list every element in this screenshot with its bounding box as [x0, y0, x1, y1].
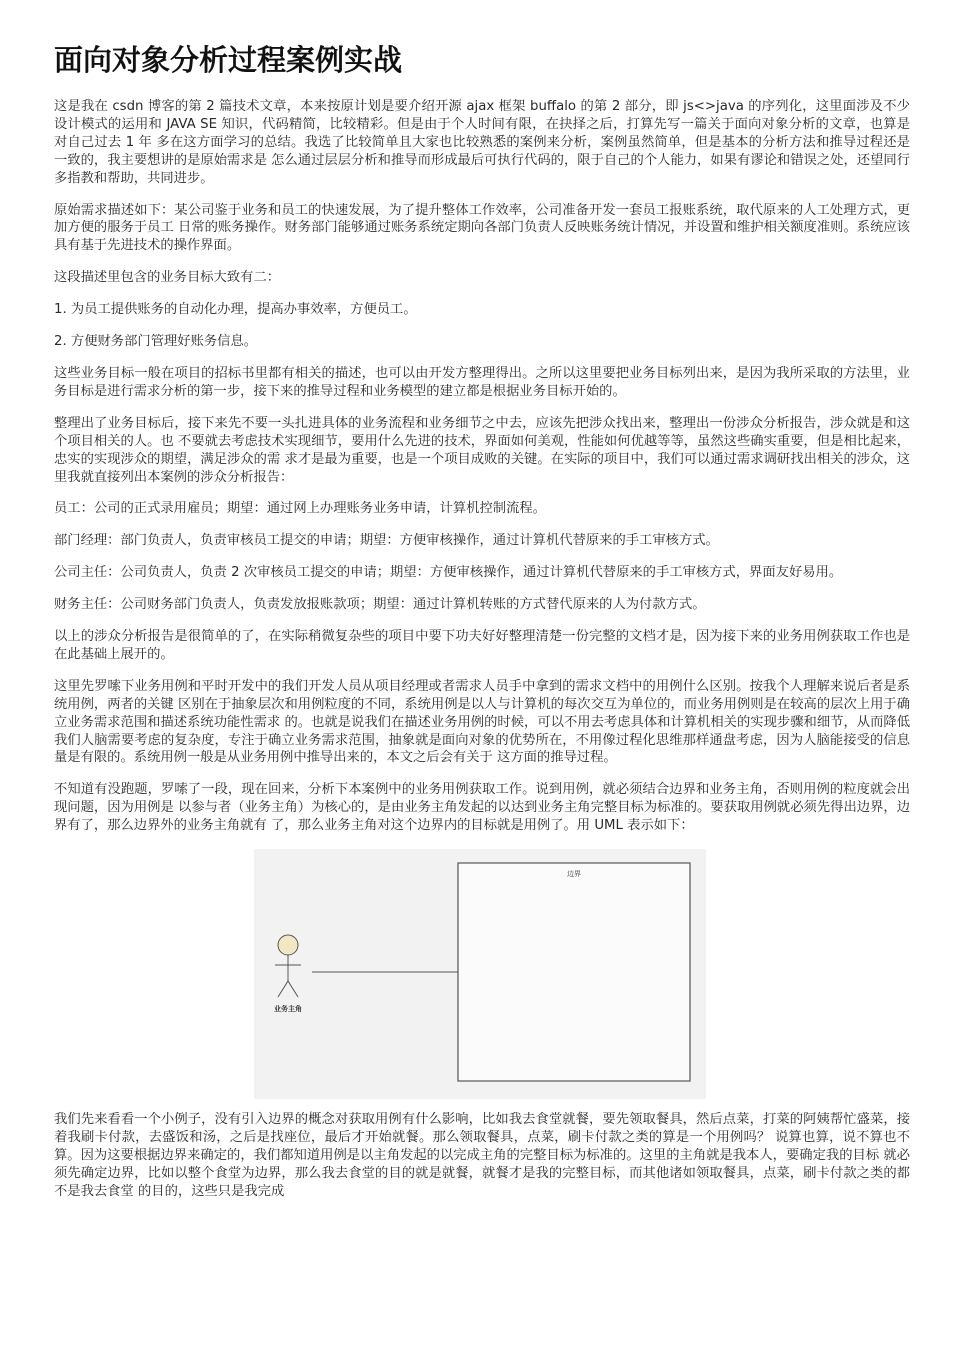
uml-boundary-figure	[254, 849, 706, 1099]
actor-label: 业务主角	[274, 1005, 302, 1014]
paragraph-requirement: 原始需求描述如下：某公司鉴于业务和员工的快速发展，为了提升整体工作效率，公司准备开发一套员工报账系统，取代原来的人工处理方式，更加方便的服务于员工 日常的账务操作。财务部门能够通过账务系统定期向各部门负责人反映账务统计情况，并设置和维护相关额度准则。系统应该具有基于先进技术的操作界面。	[54, 202, 910, 254]
paragraph-goal-1: 1. 为员工提供账务的自动化办理，提高办事效率，方便员工。	[54, 302, 417, 318]
uml-diagram	[254, 849, 706, 1099]
paragraph-boundary: 不知道有没跑题，罗嗦了一段，现在回来，分析下本案例中的业务用例获取工作。说到用例，就必须结合边界和业务主角，否则用例的粒度就会出现问题，因为用例是 以参与者（业务主角）为核心的，是由业务主角发起的以达到业务主角完整目标为标准的。要获取用例就必须先得出边界，边界有了，那么边界外的业务主角就有 了，那么业务主角对这个边界内的目标就是用例了。用 UML 表示如下：	[54, 782, 910, 834]
document-body	[54, 98, 910, 1201]
page-title: 面向对象分析过程案例实战	[54, 43, 403, 77]
paragraph-goals-explain: 这些业务目标一般在项目的招标书里都有相关的描述，也可以由开发方整理得出。之所以这里要把业务目标列出来，是因为我所采取的方法里，业务目标是进行需求分析的第一步，接下来的推导过程和业务模型的建立都是根据业务目标开始的。	[54, 365, 910, 399]
actor-head-icon	[278, 935, 298, 955]
paragraph-dept-manager: 部门经理：部门负责人，负责审核员工提交的申请；期望：方便审核操作，通过计算机代替原来的手工审核方式。	[54, 533, 719, 549]
paragraph-employee: 员工：公司的正式录用雇员；期望：通过网上办理账务业务申请，计算机控制流程。	[54, 501, 546, 517]
paragraph-finance-head: 财务主任：公司财务部门负责人，负责发放报账款项；期望：通过计算机转账的方式替代原来的人为付款方式。	[54, 597, 706, 613]
paragraph-goal-2: 2. 方便财务部门管理好账务信息。	[54, 334, 258, 350]
paragraph-goals-intro: 这段描述里包含的业务目标大致有二：	[54, 270, 281, 286]
paragraph-canteen-example: 我们先来看看一个小例子，没有引入边界的概念对获取用例有什么影响，比如我去食堂就餐，要先领取餐具，然后点菜，打菜的阿姨帮忙盛菜，接着我刷卡付款，去盛饭和汤，之后是找座位，最后才开始就餐。那么领取餐具，点菜，刷卡付款之类的算是一个用例吗？ 说算也算，说不算也不算。因为这要根据边界来确定的，我们都知道用例是以主角发起的以完成主角的完整目标为标准的。这里的主角就是我本人，要确定我的目标 就必须先确定边界，比如以整个食堂为边界，那么我去食堂的目的就是就餐，就餐才是我的完整目标，而其他诸如领取餐具，点菜，刷卡付款之类的都不是我去食堂 的目的，这些只是我完成	[54, 1112, 910, 1199]
paragraph-company-head: 公司主任：公司负责人，负责 2 次审核员工提交的申请；期望：方便审核操作，通过计算机代替原来的手工审核方式，界面友好易用。	[54, 565, 843, 581]
paragraph-summary: 以上的涉众分析报告是很简单的了，在实际稍微复杂些的项目中要下功夫好好整理清楚一份完整的文档才是，因为接下来的业务用例获取工作也是在此基础上展开的。	[54, 629, 910, 662]
paragraph-use-case-diff: 这里先罗嗦下业务用例和平时开发中的我们开发人员从项目经理或者需求人员手中拿到的需求文档中的用例什么区别。按我个人理解来说后者是系统用例，两者的关键 区别在于抽象层次和用例粒度的不同，系统用例是以人与计算机的每次交互为单位的，而业务用例则是在较高的层次上用于确立业务需求范围和描述系统功能性需求 的。也就是说我们在描述业务用例的时候，可以不用去考虑具体和计算机相关的实现步骤和细节，从而降低我们人脑需要考虑的复杂度，专注于确立业务需求范围，抽象就是面向对象的优势所在，不用像过程化思维那样通盘考虑，因为人脑能接受的信息量是有限的。系统用例一般是从业务用例中推导出来的，本文之后会有关于 这方面的推导过程。	[54, 678, 910, 766]
paragraph-stakeholders: 整理出了业务目标后，接下来先不要一头扎进具体的业务流程和业务细节之中去，应该先把涉众找出来，整理出一份涉众分析报告，涉众就是和这个项目相关的人。也 不要就去考虑技术实现细节，要用什么先进的技术，界面如何美观，性能如何优越等等，虽然这些确实重要，但是相比起来，忠实的实现涉众的期望，满足涉众的需 求才是最为重要，也是一个项目成败的关键。在实际的项目中，我们可以通过需求调研找出相关的涉众，这里我就直接列出本案例的涉众分析报告：	[54, 415, 910, 485]
system-boundary-box	[458, 863, 690, 1081]
boundary-label: 边界	[567, 870, 581, 879]
paragraph-intro: 这是我在 csdn 博客的第 2 篇技术文章，本来按原计划是要介绍开源 ajax 框架 buffalo 的第 2 部分，即 js<>java 的序列化，这里面涉及不少设计模式的运用和 JAVA SE 知识，代码精简，比较精彩。但是由于个人时间有限，在抉择之后，打算先写一篇关于面向对象分析的文章，也算是对自己过去 1 年 多在这方面学习的总结。我选了比较简单且大家也比较熟悉的案例来分析，案例虽然简单，但是基本的分析方法和推导过程还是一致的，我主要想讲的是原始需求是 怎么通过层层分析和推导而形成最后可执行代码的，限于自己的个人能力，如果有谬论和错误之处，还望同行多指教和帮助，共同进步。	[54, 99, 910, 186]
